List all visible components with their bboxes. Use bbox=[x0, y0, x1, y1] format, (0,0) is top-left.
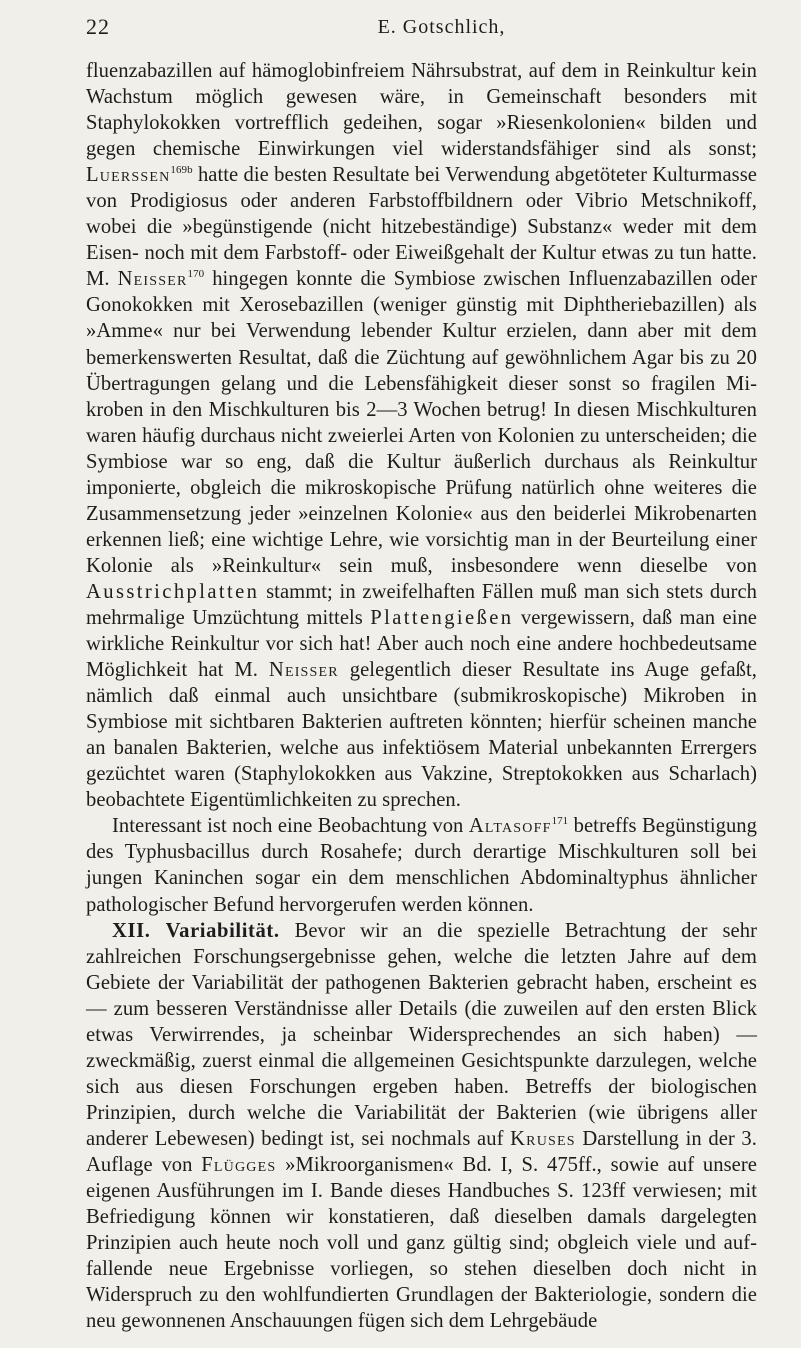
page-number: 22 bbox=[86, 14, 110, 39]
author-name: Neisser bbox=[117, 268, 188, 291]
author-name: Kruses bbox=[510, 1127, 576, 1150]
author-name: Neisser bbox=[268, 659, 339, 682]
page-header bbox=[86, 0, 757, 58]
section-heading: XII. Variabilität. bbox=[112, 919, 280, 942]
running-head: E. Gotschlich, bbox=[377, 16, 506, 38]
author-name: Altasoff bbox=[468, 815, 552, 838]
reference-number: 170 bbox=[187, 268, 205, 281]
emphasis-term: Ausstrichplatten bbox=[86, 580, 260, 603]
paragraph-altasoff: Interessant ist noch eine Beobachtung von Altasoff$^{171}$ betreffs Begünstigung des Typhusbacillus durch Rosahefe; durch derartige Mischkulturen soll bei jungen Kaninchen sogar ein dem menschlichen Abdominaltyphus ähnlicher pathologischer Befund hervorgerufen werden können. bbox=[86, 815, 757, 916]
author-name: Luerssen bbox=[86, 164, 171, 187]
reference-number: 169b bbox=[170, 164, 193, 177]
author-name: Flügges bbox=[201, 1153, 277, 1176]
reference-number: 171 bbox=[551, 815, 569, 828]
paragraph-symbiosis: fluenzabazillen auf hämoglobinfreiem Nährsubstrat, auf dem in Reinkultur kein Wachstum möglich gewesen wäre, in Gemeinschaft besonders mit Staphylokokken vortrefflich gedeihen, sogar »Riesenkolonien« bilden und gegen chemische Einwirkungen viel widerstandsfähiger sind als sonst; Luerssen$^{169b}$ hatte die besten Resultate bei Verwendung abgetöteter Kulturmasse von Prodigiosus oder anderen Farbstoffbildnern oder Vibrio Metschnikoff, wobei die »begünstigende (nicht hitzebeständige) Substanz« weder mit dem Eisen- noch mit dem Farbstoff- oder Eiweißgehalt der Kultur etwas zu tun hatte. M. Neisser$^{170}$ hingegen konnte die Symbiose zwischen Influenzabazillen oder Gonokokken mit Xerosebazillen (weniger günstig mit Diphtheriebazillen) als »Amme« nur bei Verwendung lebender Kultur erzielen, dann aber mit dem bemerkenswerten Resultat, daß die Züchtung auf gewöhnlichem Agar bis zu 20 Übertragungen gelang und die Lebensfähigkeit dieser sonst so fragilen Mikroben in den Mischkulturen bis 2—3 Wochen betrug! In diesen Mischkulturen waren häufig durchaus nicht zweierlei Arten von Kolonien zu unterscheiden; die Symbiose war so eng, daß die Kultur äußerlich durchaus als Reinkultur imponierte, obgleich die mikroskopische Prüfung natürlich ohne weiteres die Zusammensetzung jeder »einzelnen Kolonie« aus den beiderlei Mikrobenarten erkennen ließ; eine wichtige Lehre, wie vorsichtig man in der Beurteilung einer Kolonie als »Reinkultur« sein muß, insbesondere wenn dieselbe von Ausstrichplatten stammt; in zweifelhaften Fällen muß man sich stets durch mehrmalige Umzüchtung mittels Plattengießen vergewissern, daß man eine wirkliche Reinkultur vor sich hat! Aber auch noch eine andere hochbedeutsame Möglichkeit hat M. Neisser gelegentlich dieser Resultate ins Auge gefaßt, nämlich daß einmal auch unsichtbare (submikroskopische) Mikroben in Symbiose mit sichtbaren Bakterien auftreten könnten; hierfür scheinen manche an banalen Bakterien, welche aus infektiösem Material unbekannten Errergers gezüchtet waren (Staphylokokken aus Vakzine, Streptokokken aus Scharlach) beobachtete Eigentümlichkeiten zu sprechen. bbox=[86, 60, 758, 812]
paragraph-variabilitaet: XII. Variabilität. Bevor wir an die spezielle Betrachtung der sehr zahlreichen Forschungsergebnisse gehen, welche die letzten Jahre auf dem Gebiete der Variabilität der pathogenen Bakterien gebracht haben, erscheint es — zum besseren Verständnisse aller Details (die zuweilen auf den ersten Blick etwas Verwirrendes, ja scheinbar Widersprechendes an sich haben) — zweckmäßig, zuerst einmal die allgemeinen Gesichtspunkte darzulegen, welche sich aus diesen Forschungen ergeben haben. Betreffs der biologischen Prinzipien, durch welche die Variabilität der Bakterien (wie übrigens aller anderer Lebewesen) bedingt ist, sei nochmals auf Kruses Darstellung in der 3. Auflage von Flügges »Mikroorganismen« Bd. I, S. 475ff., sowie auf unsere eigenen Ausführungen im I. Bande dieses Handbuches S. 123ff verwiesen; mit Befriedigung können wir konstatieren, daß dieselben damals dargelegten Prinzipien auch heute noch voll und ganz gültig sind; obgleich viele und auffallende neue Ergebnisse vorliegen, so stehen dieselben doch nicht in Widerspruch zu den wohlfundierten Grundlagen der Bakteriologie, sondern die neu gewonnenen Anschauungen fügen sich dem Lehrgebäude bbox=[86, 919, 757, 1333]
emphasis-term: Plattengießen bbox=[370, 606, 514, 629]
body-text bbox=[86, 58, 757, 1334]
